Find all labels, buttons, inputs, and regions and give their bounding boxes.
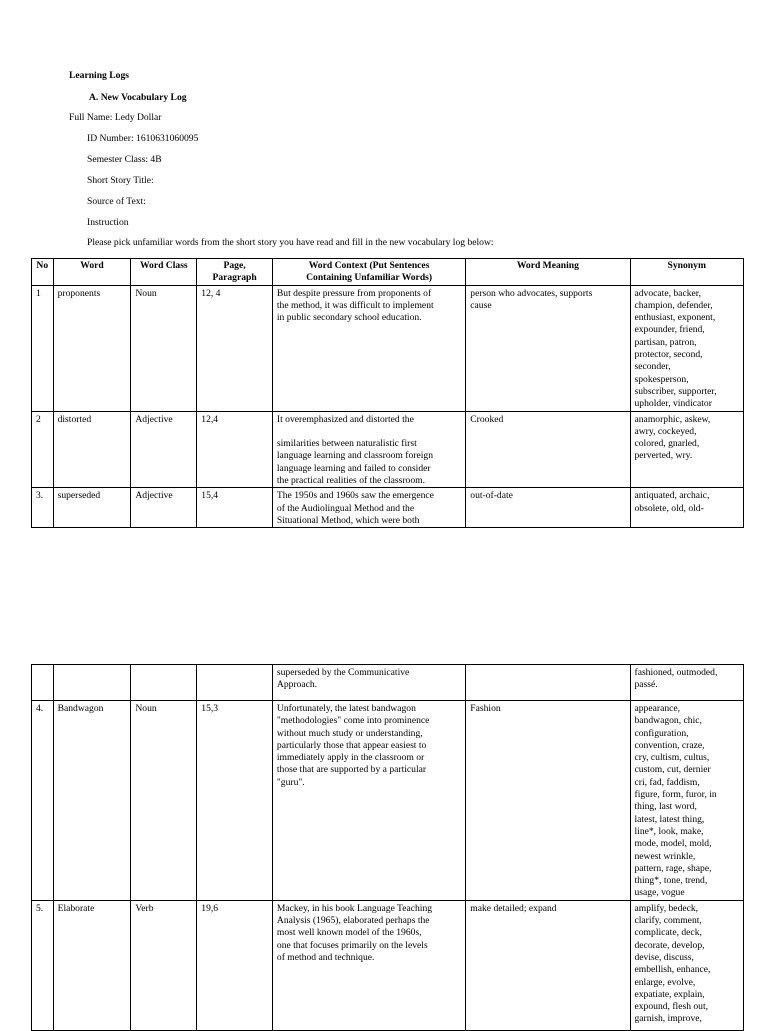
cell-no: 3. <box>32 488 54 528</box>
cell-word: distorted <box>53 411 131 488</box>
cell-no: 4. <box>32 701 54 901</box>
cell-synonym: antiquated, archaic, obsolete, old, old- <box>630 488 744 528</box>
doc-title: Learning Logs <box>69 70 129 81</box>
cell-word: superseded <box>53 488 131 528</box>
cell-meaning: make detailed; expand <box>466 900 630 1030</box>
table-header-row <box>32 259 744 286</box>
cell-no: 1 <box>32 285 54 411</box>
cell-word-class: Verb <box>131 900 197 1030</box>
cell-word-class: Noun <box>131 285 197 411</box>
story-title-line: Short Story Title: <box>87 175 154 186</box>
cell-word-class: Noun <box>131 701 197 901</box>
instruction-text: Please pick unfamiliar words from the short story you have read and fill in the new vocabulary log below: <box>87 237 494 248</box>
cell-synonym: amplify, bedeck, clarify, comment, complicate, deck, decorate, develop, devise, discuss, embellish, enhance, enlarge, evolve, expatiate, explain, expound, flesh out, garnish, improve, <box>630 900 744 1030</box>
cell-no: 2 <box>32 411 54 488</box>
cell-word: Elaborate <box>53 900 131 1030</box>
instruction-label: Instruction <box>87 217 129 228</box>
vocabulary-table-page2 <box>31 664 744 1031</box>
source-line: Source of Text: <box>87 196 146 207</box>
cell-synonym: fashioned, outmoded, passé. <box>630 665 744 701</box>
cell-context: It overemphasized and distorted the similarities between naturalistic first language learning and classroom foreign language learning and failed to consider the practical realities of the classroom. <box>272 411 465 488</box>
table-row <box>32 285 744 411</box>
cell-page <box>197 665 273 701</box>
table-row <box>32 488 744 528</box>
cell-word: proponents <box>53 285 131 411</box>
cell-page: 15,3 <box>197 701 273 901</box>
table-row <box>32 701 744 901</box>
cell-word <box>53 665 131 701</box>
cell-meaning: Fashion <box>466 701 630 901</box>
cell-no <box>32 665 54 701</box>
cell-no: 5. <box>32 900 54 1030</box>
cell-synonym: advocate, backer, champion, defender, enthusiast, exponent, expounder, friend, partisan, patron, protector, second, seconder, spokesperson, subscriber, supporter, upholder, vindicator <box>630 285 744 411</box>
cell-meaning: person who advocates, supports cause <box>466 285 630 411</box>
col-header-word-class: Word Class <box>131 259 197 286</box>
table-row <box>32 411 744 488</box>
full-name-line: Full Name: Ledy Dollar <box>69 112 162 123</box>
cell-page: 12, 4 <box>197 285 273 411</box>
id-number-line: ID Number: 1610631060095 <box>87 133 199 144</box>
cell-page: 15,4 <box>197 488 273 528</box>
semester-line: Semester Class: 4B <box>87 154 162 165</box>
cell-context: But despite pressure from proponents of the method, it was difficult to implement in public secondary school education. <box>272 285 465 411</box>
cell-word-class: Adjective <box>131 488 197 528</box>
cell-context: The 1950s and 1960s saw the emergence of the Audiolingual Method and the Situational Method, which were both <box>272 488 465 528</box>
table-row <box>32 665 744 701</box>
cell-context: Mackey, in his book Language Teaching Analysis (1965), elaborated perhaps the most well known model of the 1960s, one that focuses primarily on the levels of method and technique. <box>272 900 465 1030</box>
cell-synonym: appearance, bandwagon, chic, configuration, convention, craze, cry, cultism, cultus, custom, cut, dernier cri, fad, faddism, figure, form, furor, in thing, last word, latest, latest thing, line*, look, make, mode, model, mold, newest wrinkle, pattern, rage, shape, thing*, tone, trend, usage, vogue <box>630 701 744 901</box>
cell-page: 12,4 <box>197 411 273 488</box>
col-header-context: Word Context (Put Sentences Containing Unfamiliar Words) <box>272 259 465 286</box>
cell-word-class <box>131 665 197 701</box>
cell-word-class: Adjective <box>131 411 197 488</box>
cell-word: Bandwagon <box>53 701 131 901</box>
vocabulary-table-page1 <box>31 258 744 528</box>
cell-meaning <box>466 665 630 701</box>
cell-synonym: anamorphic, askew, awry, cockeyed, colored, gnarled, perverted, wry. <box>630 411 744 488</box>
cell-context: Unfortunately, the latest bandwagon "methodologies" come into prominence without much study or understanding, particularly those that appear easiest to immediately apply in the classroom or those that are supported by a particular "guru". <box>272 701 465 901</box>
cell-meaning: out-of-date <box>466 488 630 528</box>
col-header-no: No <box>32 259 54 286</box>
cell-meaning: Crooked <box>466 411 630 488</box>
cell-context: superseded by the Communicative Approach. <box>272 665 465 701</box>
col-header-word: Word <box>53 259 131 286</box>
col-header-meaning: Word Meaning <box>466 259 630 286</box>
cell-page: 19,6 <box>197 900 273 1030</box>
col-header-synonym: Synonym <box>630 259 744 286</box>
table-row <box>32 900 744 1030</box>
section-heading: A. New Vocabulary Log <box>89 92 187 103</box>
col-header-page: Page, Paragraph <box>197 259 273 286</box>
